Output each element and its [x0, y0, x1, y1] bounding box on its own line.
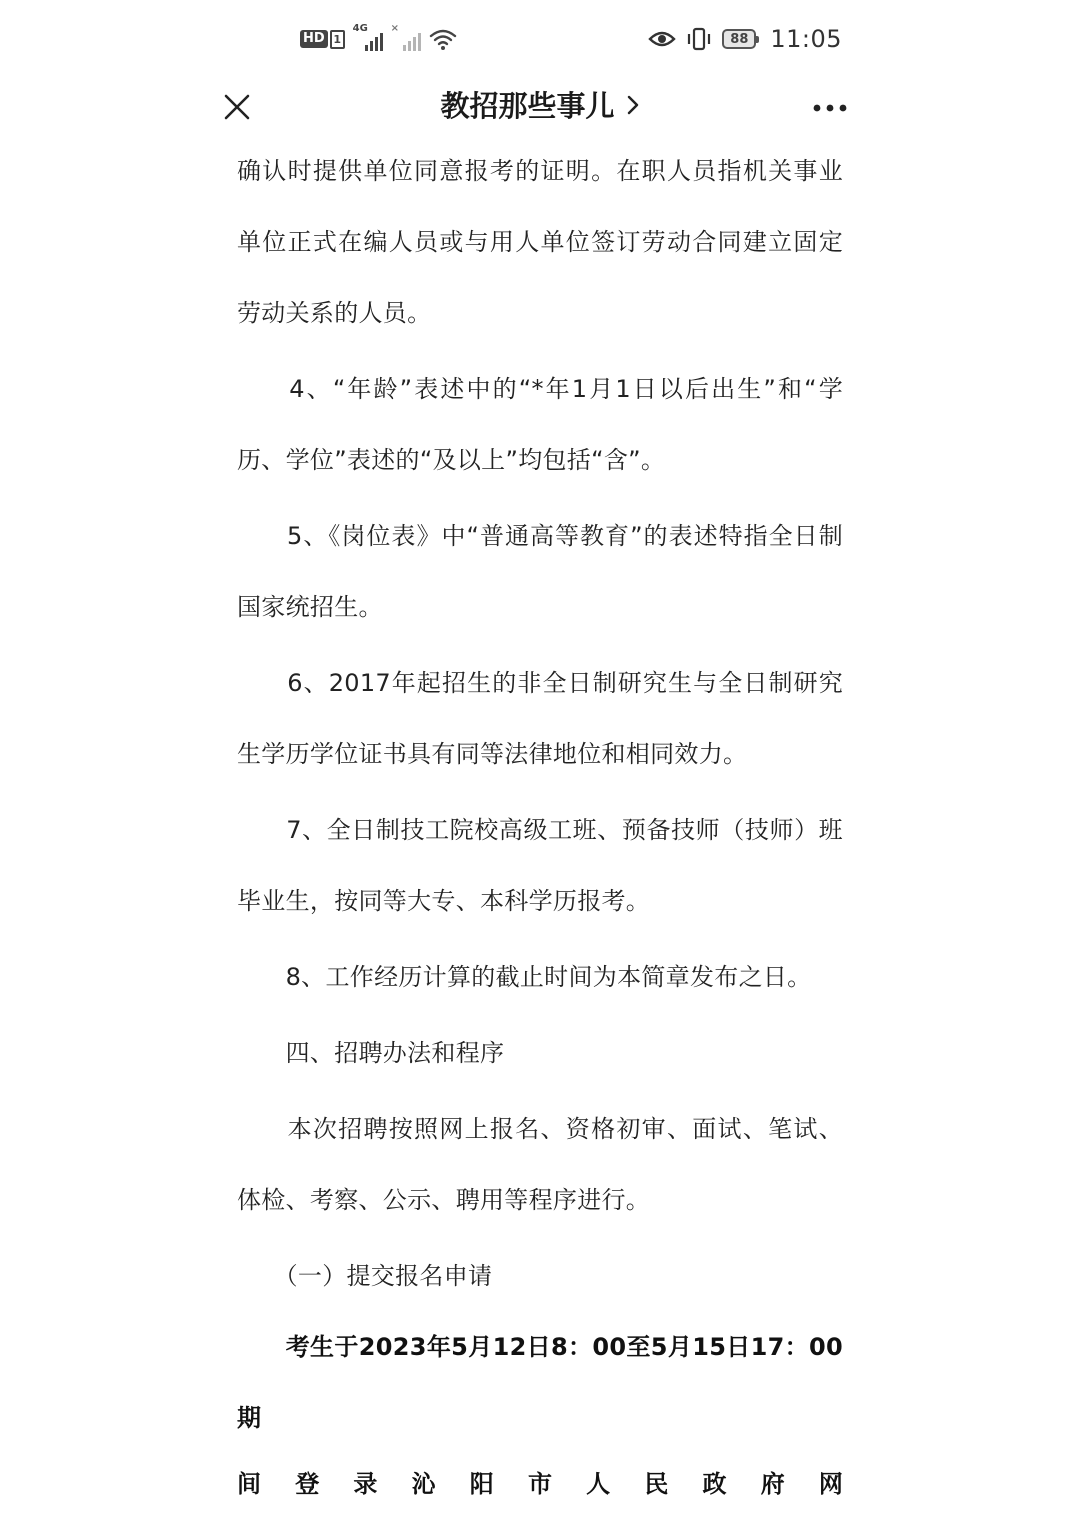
subsection-heading: （一）提交报名申请 — [237, 1262, 493, 1290]
paragraph: 确认时提供单位同意报考的证明。在职人员指机关事业单位正式在编人员或与用人单位签订劳动合同建立固定劳动关系的人员。 — [237, 157, 843, 327]
status-bar — [0, 0, 1080, 76]
char: 沁 — [411, 1470, 436, 1498]
sim-label: 1 — [330, 30, 345, 49]
battery-level: 88 — [730, 31, 749, 47]
paragraph: 5、《岗位表》中“普通高等教育”的表述特指全日制国家统招生。 — [237, 522, 843, 621]
paragraph: 6、2017年起招生的非全日制研究生与全日制研究生学历学位证书具有同等法律地位和相同效力。 — [237, 669, 843, 768]
signal-strength-icon — [352, 23, 383, 51]
justified-line — [237, 1454, 843, 1514]
char: 人 — [586, 1470, 611, 1498]
char: 市 — [527, 1470, 552, 1498]
account-title-link[interactable] — [0, 84, 1080, 125]
char: 政 — [702, 1470, 727, 1498]
eye-comfort-icon — [648, 29, 676, 49]
paragraph: 8、工作经历计算的截止时间为本简章发布之日。 — [237, 963, 812, 991]
clock: 11:05 — [770, 25, 842, 53]
char: 府 — [760, 1470, 785, 1498]
more-options-button[interactable] — [806, 88, 854, 128]
more-icon — [813, 103, 847, 113]
status-right — [648, 22, 842, 56]
paragraph: 4、“年龄”表述中的“*年1月1日以后出生”和“学历、学位”表述的“及以上”均包括“含”。 — [237, 375, 843, 474]
status-left — [300, 24, 457, 54]
title-bar — [0, 76, 1080, 136]
char: 网 — [818, 1470, 843, 1498]
hd-voice-indicator — [300, 30, 345, 49]
hd-label: HD — [300, 30, 328, 48]
paragraph: 7、全日制技工院校高级工班、预备技师（技师）班毕业生，按同等大专、本科学历报考。 — [237, 816, 843, 915]
paragraph: 本次招聘按照网上报名、资格初审、面试、笔试、体检、考察、公示、聘用等程序进行。 — [237, 1115, 843, 1214]
page-title: 教招那些事儿 — [440, 89, 615, 123]
char: 间 — [237, 1470, 261, 1498]
char: 录 — [353, 1470, 378, 1498]
section-heading: 四、招聘办法和程序 — [237, 1039, 505, 1067]
char: 登 — [295, 1470, 320, 1498]
char: 阳 — [469, 1470, 494, 1498]
no-signal-icon: × — [391, 27, 421, 51]
chevron-right-icon — [626, 94, 640, 116]
char: 民 — [644, 1470, 669, 1498]
wifi-icon — [429, 27, 457, 51]
network-type: 4G — [352, 23, 368, 34]
vibrate-icon — [686, 27, 712, 51]
battery-icon — [722, 29, 756, 49]
article-body — [237, 136, 843, 1514]
bold-paragraph: 考生于2023年5月12日8：00至5月15日17：00期 — [237, 1333, 843, 1432]
